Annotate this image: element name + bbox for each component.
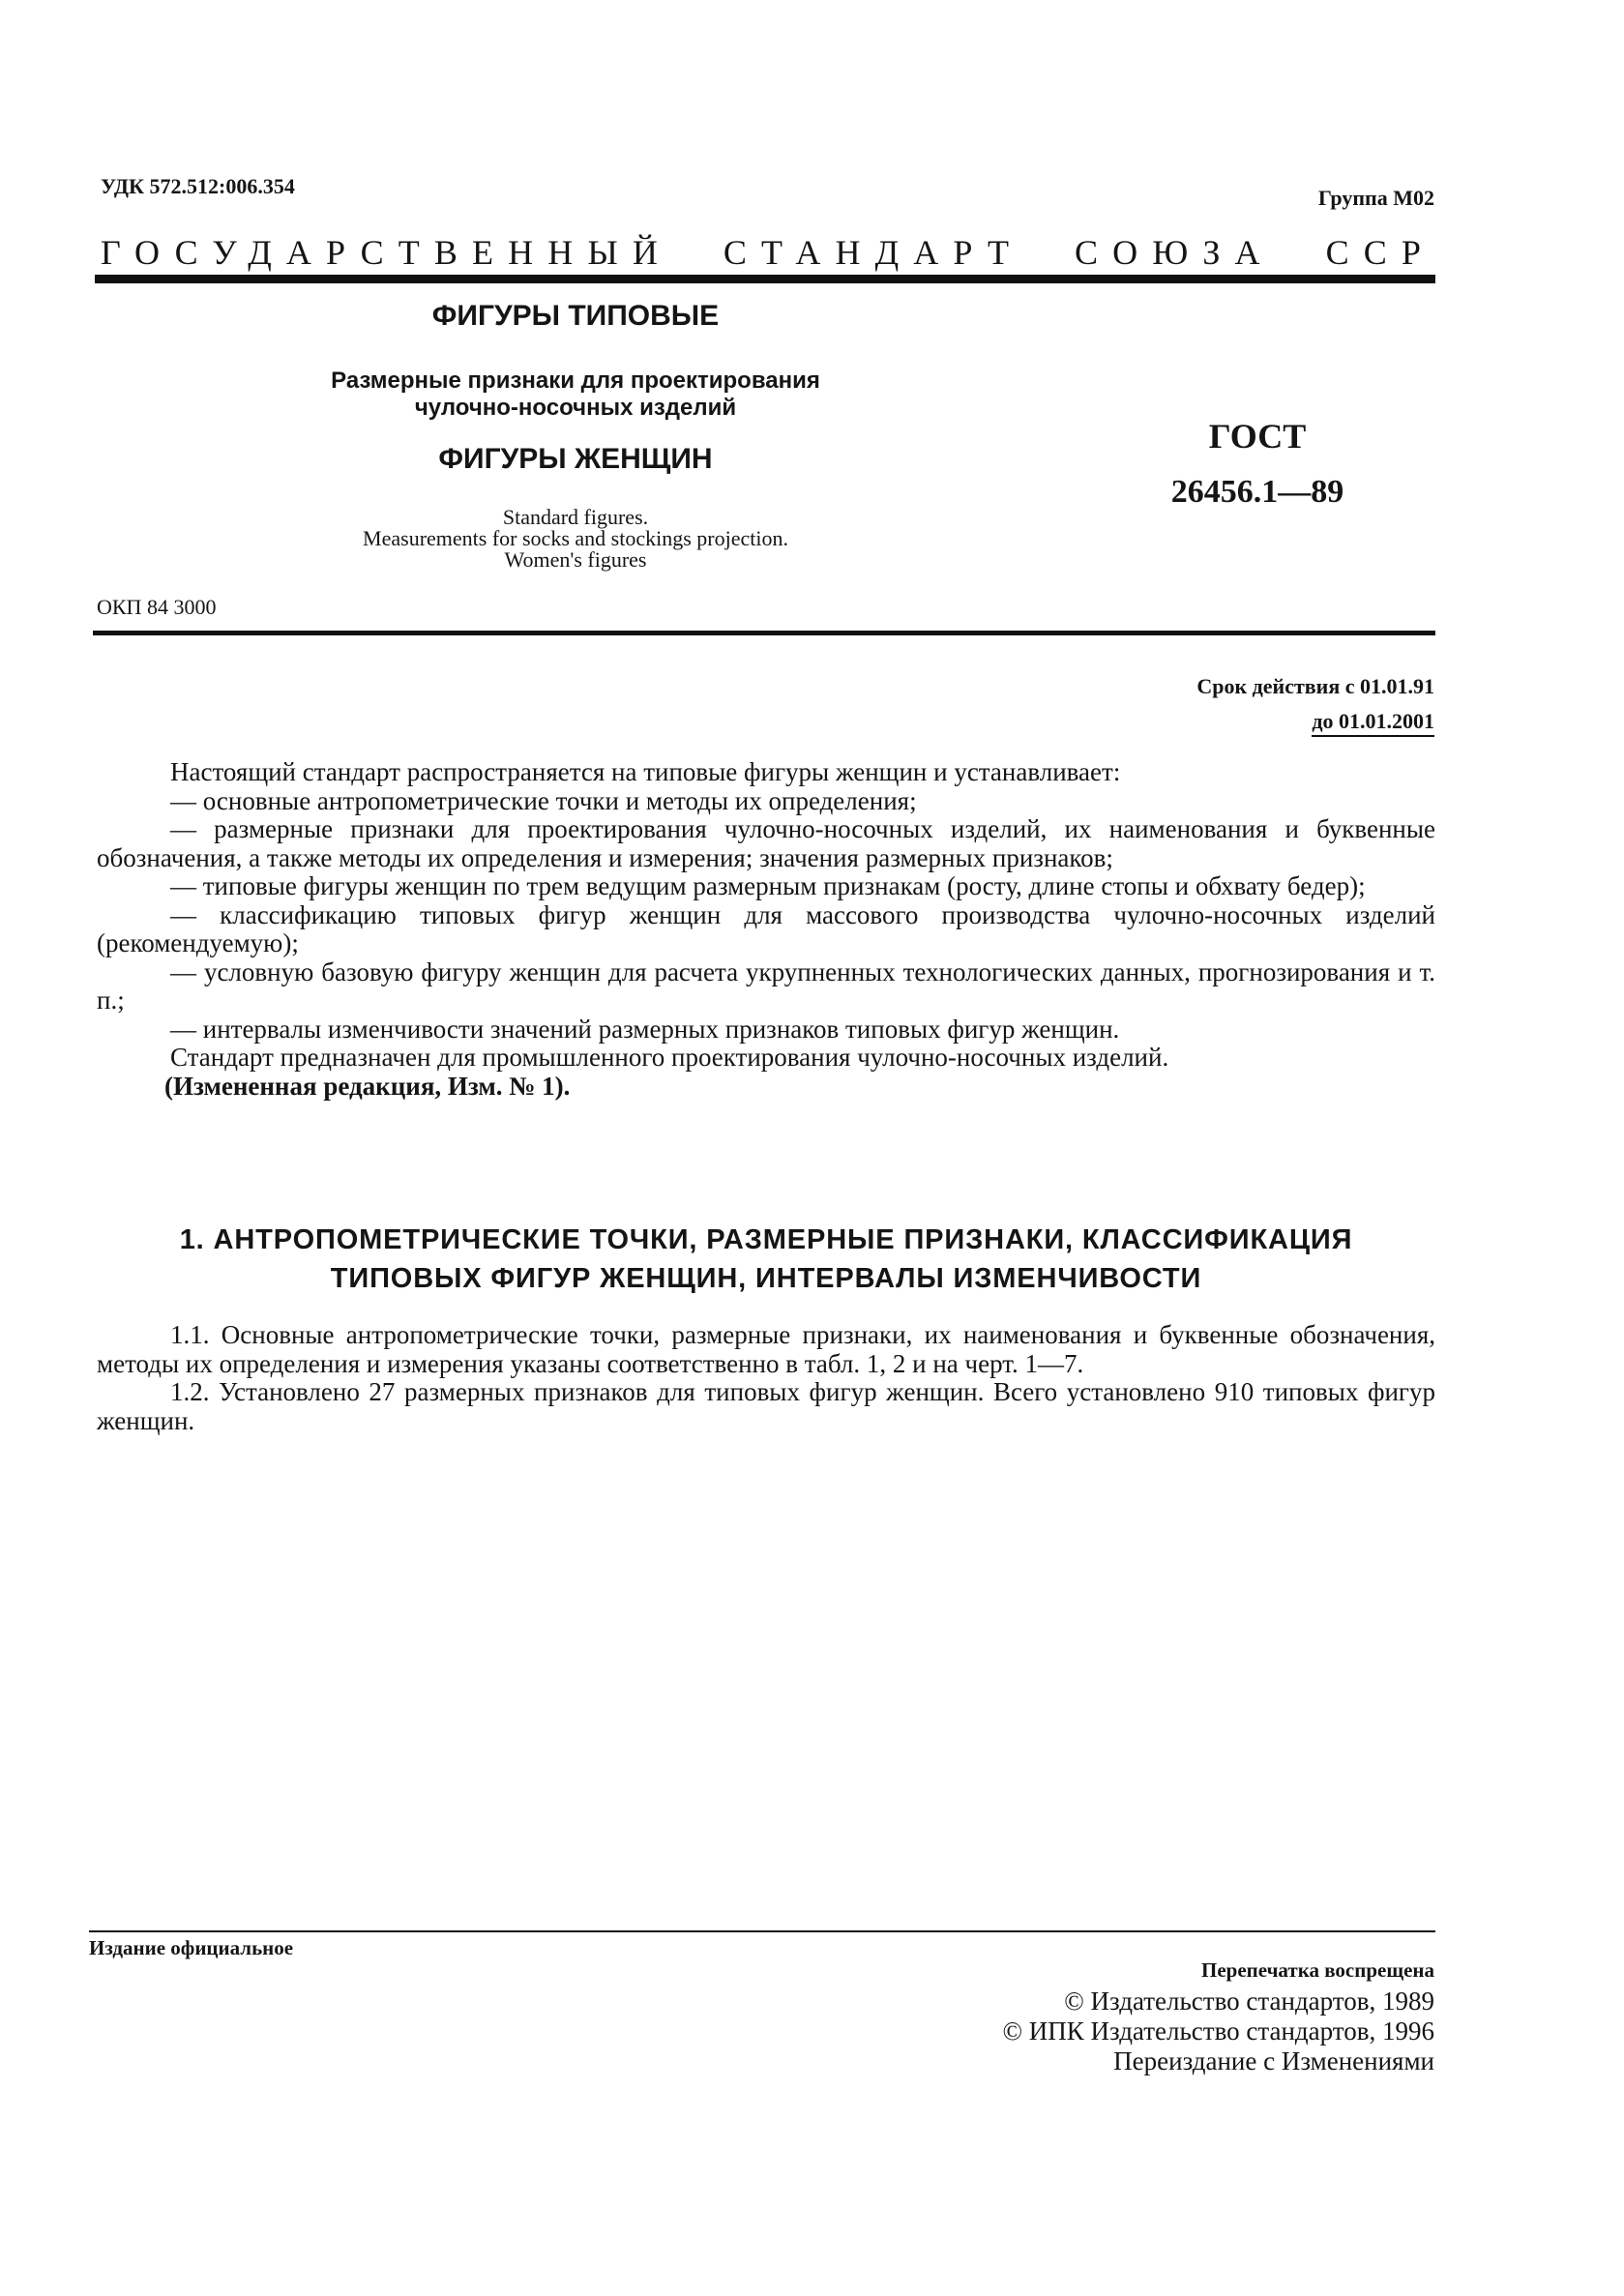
subtitle-line: Размерные признаки для проектирования — [331, 368, 820, 394]
english-title-line: Measurements for socks and stockings projection. — [363, 526, 788, 550]
intro-list-item: — основные антропометрические точки и методы их определения; — [170, 785, 917, 815]
english-title-line: Standard figures. — [502, 505, 649, 529]
intro-list-item: — типовые фигуры женщин по трем ведущим размерным признакам (росту, длине стопы и обхвату бедер); — [170, 871, 1366, 900]
banner-rule — [95, 275, 1435, 283]
banner-word: ССР — [1325, 233, 1435, 272]
subtitle-line: чулочно-носочных изделий — [414, 395, 737, 421]
english-title — [213, 507, 938, 571]
footer-rule — [89, 1930, 1435, 1932]
reprint-prohibited-note: Перепечатка воспрещена — [1201, 1958, 1434, 1982]
udk-code: УДК 572.512:006.354 — [101, 174, 295, 198]
clause-1-2: 1.2. Установлено 27 размерных признаков для типовых фигур женщин. Всего установлено 910 типовых фигур женщин. — [97, 1377, 1435, 1435]
women-figures-title: ФИГУРЫ ЖЕНЩИН — [438, 443, 713, 475]
amendment-note: (Измененная редакция, Изм. № 1). — [164, 1071, 571, 1101]
clause-1-1: 1.1. Основные антропометрические точки, размерные признаки, их наименования и буквенные обозначения, методы их определения и измерения указаны соответственно в табл. 1, 2 и на черт. 1—7. — [97, 1320, 1435, 1378]
title-block — [213, 300, 938, 571]
intro-list-item: — размерные признаки для проектирования чулочно-носочных изделий, их наименования и буквенные обозначения, а также методы их определения и измерения; значения размерных признаков; — [97, 814, 1435, 872]
intro-list-item: — интервалы изменчивости значений размерных признаков типовых фигур женщин. — [170, 1014, 1120, 1044]
banner-word: СТАНДАРТ — [723, 233, 1024, 272]
validity-to: до 01.01.2001 — [1312, 709, 1434, 737]
footer-imprint — [1003, 1958, 1435, 2076]
section-heading-line: 1. АНТРОПОМЕТРИЧЕСКИЕ ТОЧКИ, РАЗМЕРНЫЕ ПРИЗНАКИ, КЛАССИФИКАЦИЯ — [179, 1224, 1353, 1255]
header-rule — [93, 631, 1435, 635]
state-standard-banner — [101, 232, 1435, 273]
section-body — [97, 1321, 1435, 1435]
validity-from: Срок действия с 01.01.91 — [1196, 674, 1434, 698]
gost-designation — [1112, 416, 1403, 511]
banner-word: ГОСУДАРСТВЕННЫЙ — [101, 233, 672, 272]
reissue-note: Переиздание с Изменениями — [1113, 2046, 1434, 2075]
intro-list-item: — классификацию типовых фигур женщин для массового производства чулочно-носочных изделий (рекомендуемую); — [97, 899, 1435, 957]
gost-number: 26456.1—89 — [1170, 474, 1344, 510]
section-heading-line: ТИПОВЫХ ФИГУР ЖЕНЩИН, ИНТЕРВАЛЫ ИЗМЕНЧИВОСТИ — [330, 1263, 1202, 1294]
banner-word: СОЮЗА — [1075, 233, 1275, 272]
copyright-line: © Издательство стандартов, 1989 — [1064, 1987, 1434, 2016]
gost-label: ГОСТ — [1208, 417, 1307, 456]
introduction — [97, 758, 1435, 1101]
document-title: ФИГУРЫ ТИПОВЫЕ — [431, 300, 720, 332]
intro-paragraph: Стандарт предназначен для промышленного проектирования чулочно-носочных изделий. — [170, 1043, 1169, 1072]
validity-period — [1196, 669, 1434, 739]
english-title-line: Women's figures — [504, 547, 647, 572]
section-heading — [89, 1221, 1443, 1298]
official-edition-note: Издание официальное — [89, 1936, 294, 1959]
document-subtitle — [213, 368, 938, 422]
intro-list-item: — условную базовую фигуру женщин для расчета укрупненных технологических данных, прогнозирования и т. п.; — [97, 957, 1435, 1015]
intro-paragraph: Настоящий стандарт распространяется на типовые фигуры женщин и устанавливает: — [170, 757, 1121, 786]
okp-code: ОКП 84 3000 — [97, 595, 217, 619]
copyright-line: © ИПК Издательство стандартов, 1996 — [1002, 2016, 1434, 2046]
group-code: Группа М02 — [1317, 186, 1434, 210]
